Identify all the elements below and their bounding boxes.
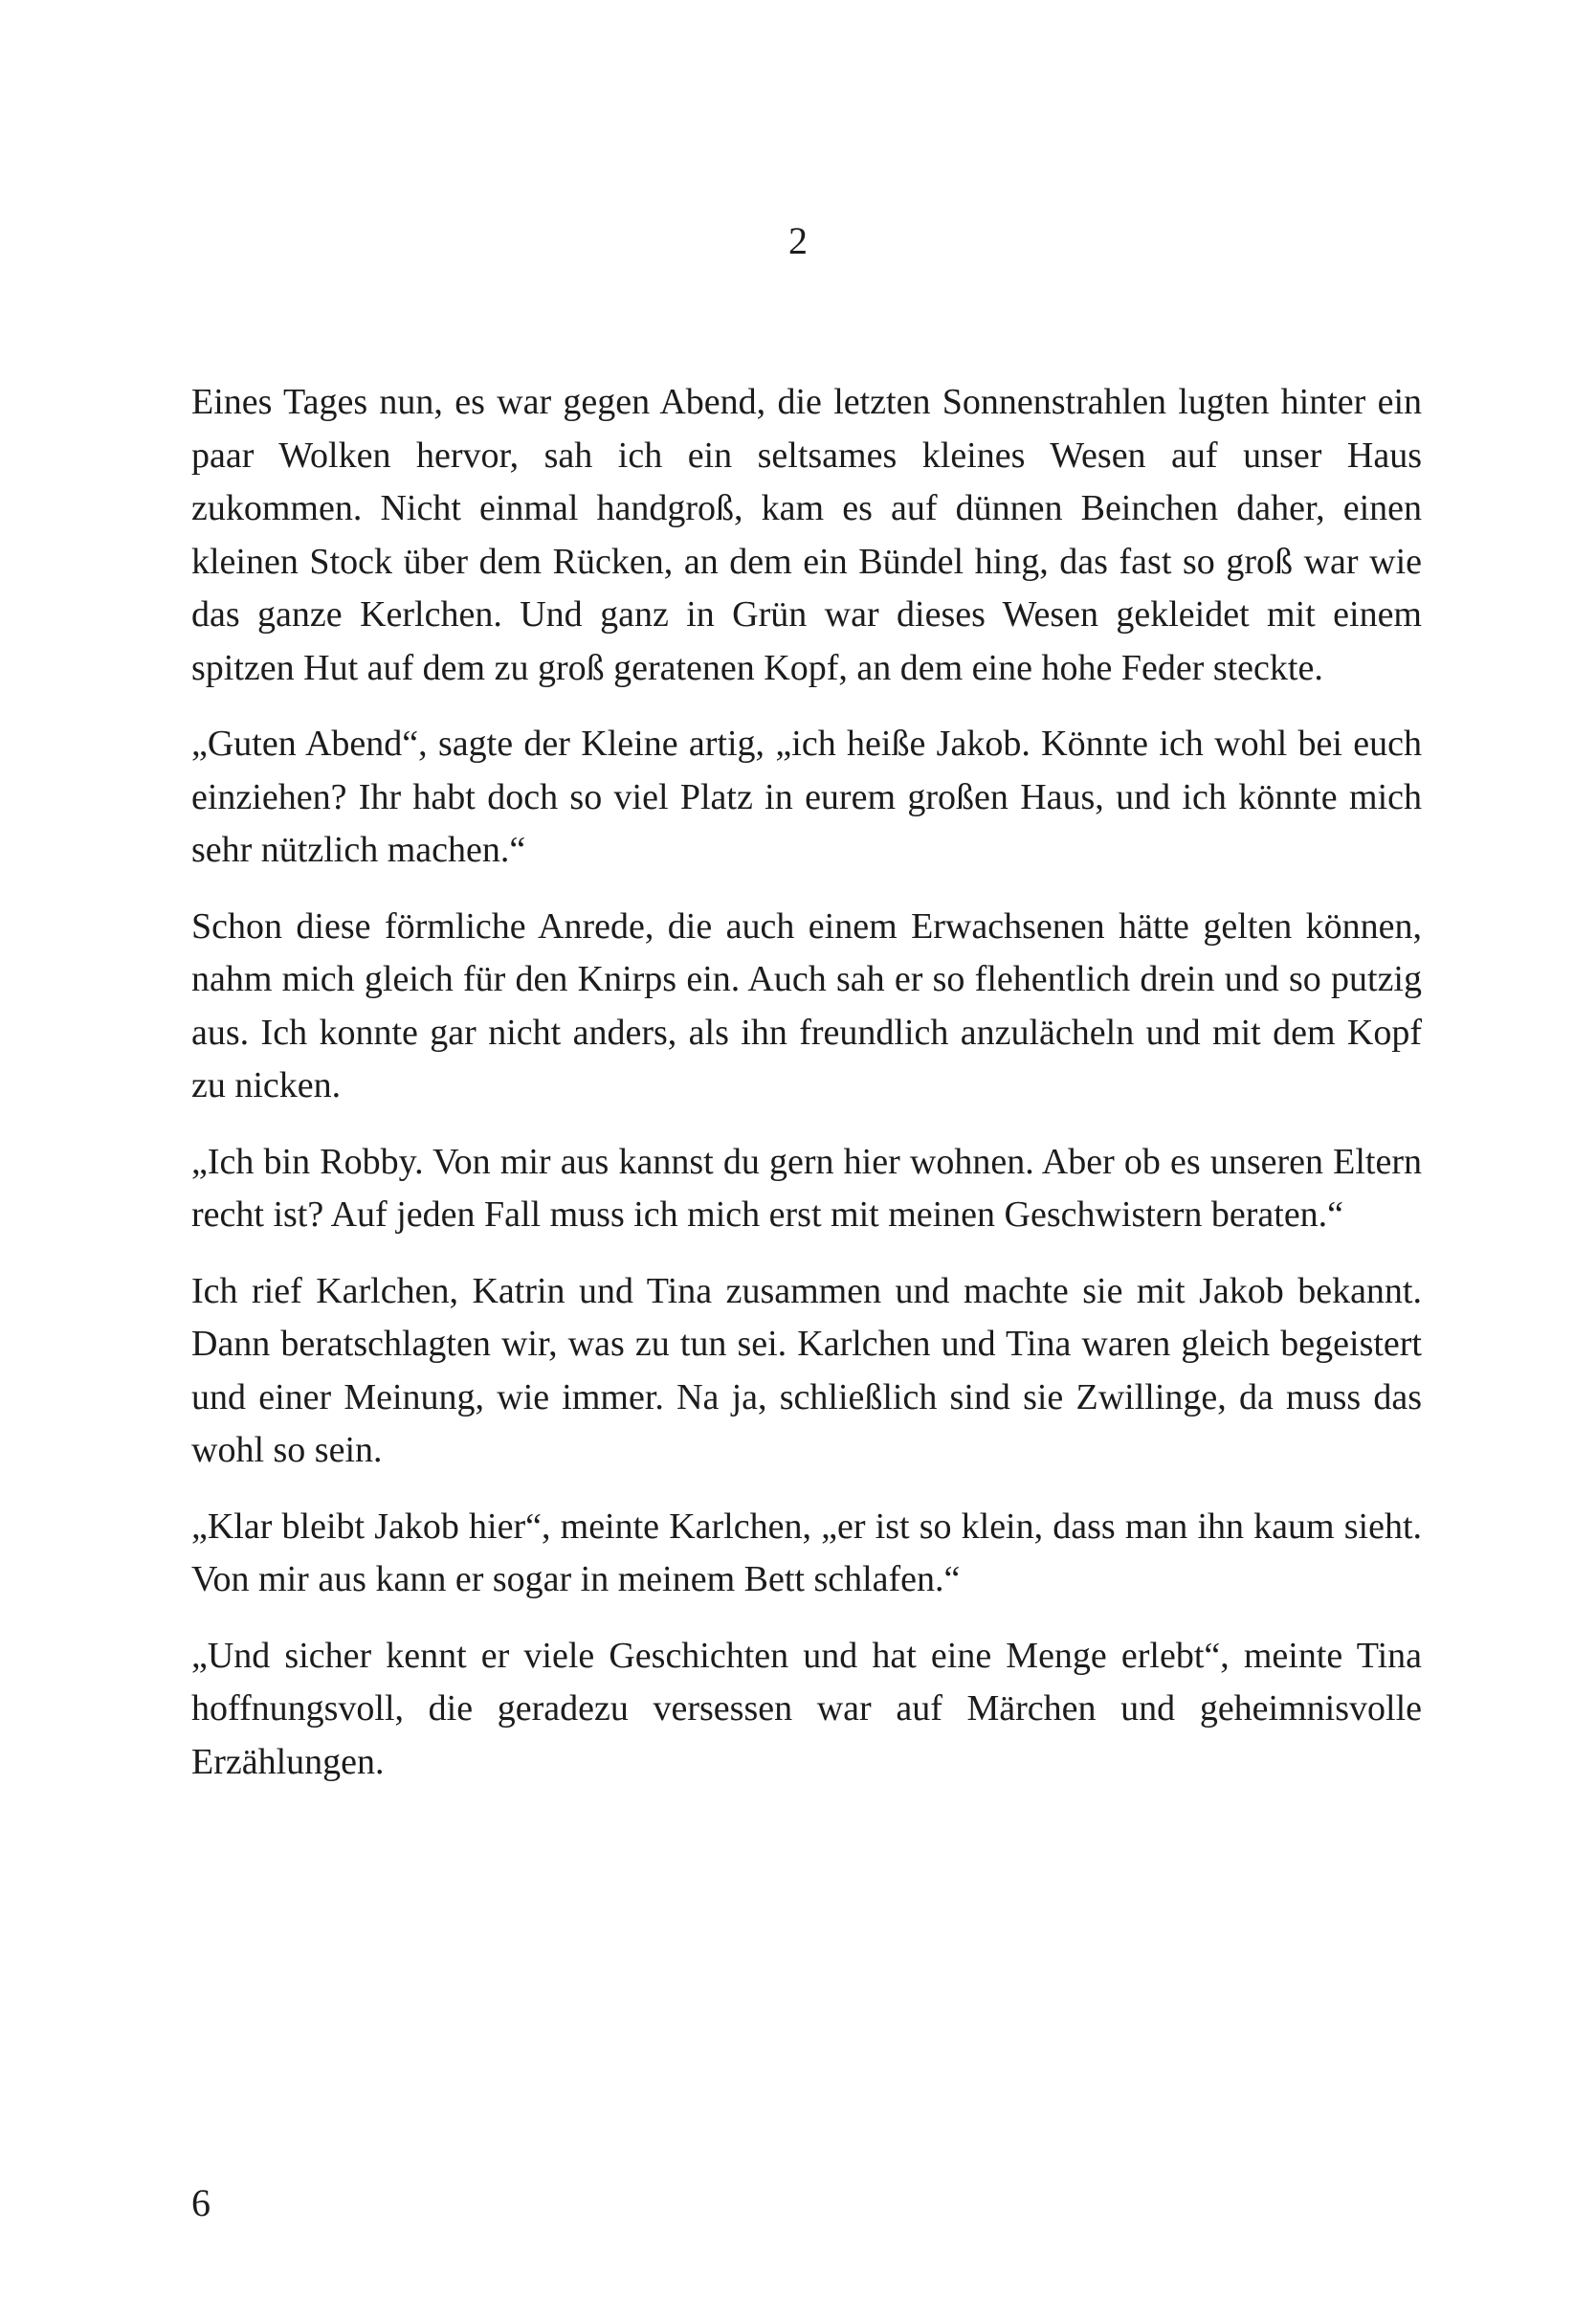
paragraph-2: „Guten Abend“, sagte der Kleine artig, „ich heiße Jakob. Könnte ich wohl bei euch einziehen? Ihr habt doch so viel Platz in eurem großen Haus, und ich könnte mich sehr nützlich machen.“ xyxy=(191,724,1422,870)
paragraph-1: Eines Tages nun, es war gegen Abend, die letzten Sonnenstrahlen lugten hinter ein paar Wolken hervor, sah ich ein seltsames kleines Wesen auf unser Haus zukommen. Nicht einmal handgroß, kam es auf dünnen Beinchen daher, einen kleinen Stock über dem Rücken, an dem ein Bündel hing, das fast so groß war wie das ganze Kerlchen. Und ganz in Grün war dieses Wesen gekleidet mit einem spitzen Hut auf dem zu groß geratenen Kopf, an dem eine hohe Feder steckte. xyxy=(191,382,1422,688)
body-text xyxy=(191,376,1422,1812)
page-number: 6 xyxy=(191,2181,211,2224)
paragraph-5: Ich rief Karlchen, Katrin und Tina zusammen und machte sie mit Jakob bekannt. Dann beratschlagten wir, was zu tun sei. Karlchen und Tina waren gleich begeistert und einer Meinung, wie immer. Na ja, schließlich sind sie Zwillinge, da muss das wohl so sein. xyxy=(191,1270,1422,1470)
paragraph-3: Schon diese förmliche Anrede, die auch einem Erwachsenen hätte gelten können, nahm mich gleich für den Knirps ein. Auch sah er so flehentlich drein und so putzig aus. Ich konnte gar nicht anders, als ihn freundlich anzulächeln und mit dem Kopf zu nicken. xyxy=(191,905,1422,1105)
paragraph-6: „Klar bleibt Jakob hier“, meinte Karlchen, „er ist so klein, dass man ihn kaum sieht. Von mir aus kann er sogar in meinem Bett schlafen.“ xyxy=(191,1506,1422,1599)
paragraph-4: „Ich bin Robby. Von mir aus kannst du gern hier wohnen. Aber ob es unseren Eltern recht ist? Auf jeden Fall muss ich mich erst mit meinen Geschwistern beraten.“ xyxy=(191,1141,1422,1235)
chapter-number: 2 xyxy=(788,219,808,262)
paragraph-7: „Und sicher kennt er viele Geschichten und hat eine Menge erlebt“, meinte Tina hoffnungsvoll, die geradezu versessen war auf Märchen und geheimnisvolle Erzählungen. xyxy=(191,1635,1422,1782)
